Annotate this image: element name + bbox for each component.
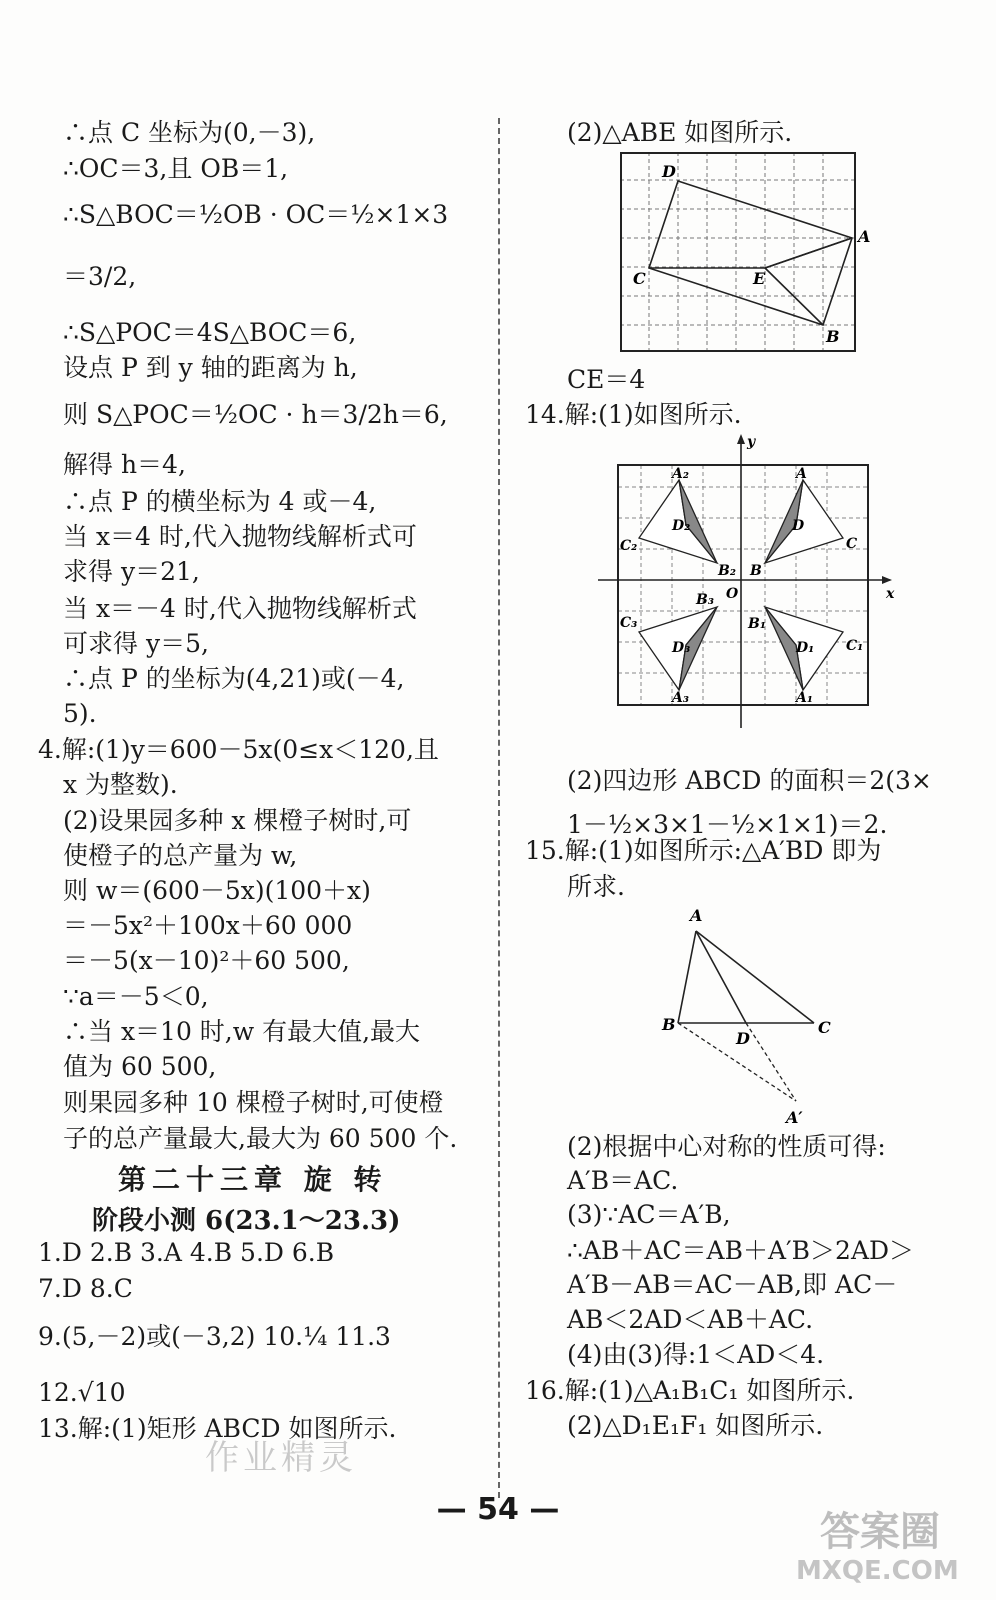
text-line: ∴点 P 的横坐标为 4 或－4, <box>63 487 377 516</box>
label-O: O <box>726 586 739 602</box>
figure-triangle-symmetry <box>656 903 836 1133</box>
text-line: 则 S△POC＝½OC · h＝3/2h＝6, <box>63 400 448 429</box>
answer-line: 7.D 8.C <box>38 1274 133 1303</box>
text-line: (2)△ABE 如图所示. <box>567 118 793 147</box>
label-A: A <box>690 906 703 925</box>
answer-4: 4.解:(1)y＝600－5x(0≤x＜120,且 <box>38 735 439 764</box>
text-line: ∴AB＋AC＝AB＋A′B＞2AD＞ <box>567 1236 915 1265</box>
text-line: x 为整数). <box>63 770 178 799</box>
answer-line: 1.D 2.B 3.A 4.B 5.D 6.B <box>38 1238 335 1267</box>
text-line: ＝－5x²＋100x＋60 000 <box>63 911 353 940</box>
page-number: — 54 — <box>436 1492 560 1527</box>
text-line: 当 x＝4 时,代入抛物线解析式可 <box>63 522 417 551</box>
text-line: ∴点 P 的坐标为(4,21)或(－4, <box>63 664 405 693</box>
answer-15: 15.解:(1)如图所示:△A′BD 即为 <box>525 836 882 865</box>
text-line: 子的总产量最大,最大为 60 500 个. <box>63 1124 458 1153</box>
label-B: B <box>662 1015 676 1034</box>
label-C: C <box>633 269 646 288</box>
label-C: C <box>818 1018 831 1037</box>
text-line: 当 x＝－4 时,代入抛物线解析式 <box>63 594 417 623</box>
label-D: D <box>792 518 805 534</box>
text-line: (2)设果园多种 x 棵橙子树时,可 <box>63 806 412 835</box>
label-B1: B₁ <box>748 616 766 632</box>
text-line: 设点 P 到 y 轴的距离为 h, <box>63 353 358 382</box>
column-divider <box>498 118 500 1498</box>
label-x: x <box>886 586 895 602</box>
text-line: (2)根据中心对称的性质可得: <box>567 1132 886 1161</box>
text-line: 解得 h＝4, <box>63 450 186 479</box>
text-line: A′B＝AC. <box>567 1166 679 1195</box>
text-line: (4)由(3)得:1＜AD＜4. <box>567 1340 825 1369</box>
label-D1: D₁ <box>796 640 815 656</box>
figure-rectangle-grid <box>620 152 871 356</box>
text-line: ∴S△POC＝4S△BOC＝6, <box>63 318 357 347</box>
text-line: 值为 60 500, <box>63 1052 217 1081</box>
label-D3: D₃ <box>672 640 691 656</box>
label-D2: D₂ <box>672 518 691 534</box>
label-B: B <box>826 327 840 346</box>
text-line: ∴点 C 坐标为(0,－3), <box>63 118 316 147</box>
text-line: (3)∵AC＝A′B, <box>567 1200 731 1229</box>
text-line: ∵a＝－5＜0, <box>63 982 209 1011</box>
text-line: 则 w＝(600－5x)(100＋x) <box>63 876 371 905</box>
watermark-text: 作业精灵 <box>205 1438 357 1478</box>
answer-13: 13.解:(1)矩形 ABCD 如图所示. <box>38 1414 397 1443</box>
text-line: 5). <box>63 699 97 728</box>
label-A-prime: A′ <box>786 1108 803 1127</box>
answer-16: 16.解:(1)△A₁B₁C₁ 如图所示. <box>525 1376 855 1405</box>
text-line: 可求得 y＝5, <box>63 629 209 658</box>
text-line: 所求. <box>567 872 625 901</box>
figure-coordinate-symmetry <box>598 430 898 732</box>
label-C2: C₂ <box>620 538 638 554</box>
label-A: A <box>858 227 871 246</box>
text-line: A′B－AB＝AC－AB,即 AC－ <box>567 1270 898 1299</box>
label-C1: C₁ <box>846 638 864 654</box>
text-line: ∴当 x＝10 时,w 有最大值,最大 <box>63 1017 421 1046</box>
watermark-url: MXQE.COM <box>796 1556 959 1586</box>
section-title: 阶段小测 6(23.1～23.3) <box>92 1206 401 1236</box>
answer-14: 14.解:(1)如图所示. <box>525 400 742 429</box>
text-line: 使橙子的总产量为 w, <box>63 841 298 870</box>
text-line: 则果园多种 10 棵橙子树时,可使橙 <box>63 1088 444 1117</box>
label-B: B <box>750 563 762 579</box>
watermark-logo: 答案圈 <box>820 1509 940 1555</box>
label-A1: A₁ <box>796 690 813 706</box>
label-C3: C₃ <box>620 615 638 631</box>
label-D: D <box>662 162 676 181</box>
text-line: ∴OC＝3,且 OB＝1, <box>63 154 289 183</box>
text-line: 求得 y＝21, <box>63 557 200 586</box>
label-D: D <box>736 1029 750 1048</box>
text-line: (2)四边形 ABCD 的面积＝2(3× <box>567 766 932 795</box>
label-A3: A₃ <box>672 690 689 706</box>
text-line: 1－½×3×1－½×1×1)＝2. <box>567 810 888 839</box>
answer-line: 12.√10 <box>38 1378 126 1407</box>
label-E: E <box>753 269 766 288</box>
label-A2: A₂ <box>672 466 689 482</box>
page-number-value: 54 <box>477 1492 519 1527</box>
label-A: A <box>796 466 807 482</box>
text-line: CE＝4 <box>567 365 646 394</box>
text-line: ＝3/2, <box>63 262 137 291</box>
label-y: y <box>747 434 756 450</box>
label-B2: B₂ <box>718 563 736 579</box>
chapter-title: 第二十三章 旋 转 <box>118 1163 388 1196</box>
label-B3: B₃ <box>696 592 714 608</box>
text-line: ＝－5(x－10)²＋60 500, <box>63 946 350 975</box>
label-C: C <box>846 536 858 552</box>
text-line: ∴S△BOC＝½OB · OC＝½×1×3 <box>63 200 449 229</box>
text-line: (2)△D₁E₁F₁ 如图所示. <box>567 1411 824 1440</box>
text-line: AB＜2AD＜AB＋AC. <box>567 1305 814 1334</box>
answer-line: 9.(5,－2)或(－3,2) 10.¼ 11.3 <box>38 1322 391 1351</box>
